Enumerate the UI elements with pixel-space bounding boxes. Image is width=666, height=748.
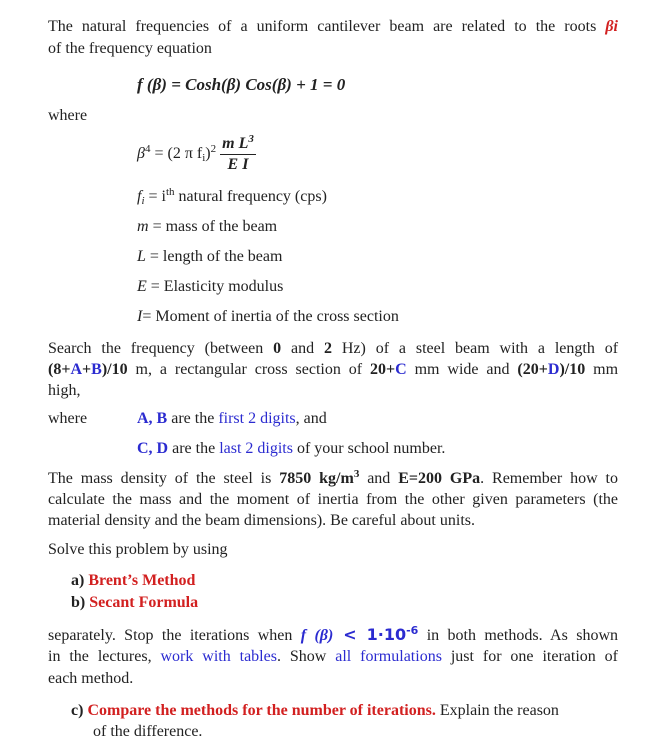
all-formulations-link: all formulations: [335, 648, 442, 665]
part-c-line-2: of the difference.: [93, 723, 203, 740]
search-line-1: Search the frequency (between 0 and 2 Hz) of a steel beam with a length of: [48, 340, 619, 357]
work-with-tables-link: work with tables: [160, 648, 277, 665]
last-digits-link: last 2 digits: [219, 440, 293, 457]
stop-line-2: in the lectures, work with tables. Show all formulations just for one iteration of: [48, 648, 618, 665]
first-digits-link: first 2 digits: [218, 410, 296, 427]
intro-line-1: The natural frequencies of a uniform cantilever beam are related to the roots βi: [48, 18, 618, 35]
method-brent: a) Brent’s Method: [71, 572, 196, 589]
digits-cd: C, D are the last 2 digits of your school number.: [137, 440, 446, 457]
digits-ab: A, B are the first 2 digits, and: [137, 410, 327, 427]
equation-rhs: = Cosh(β) Cos(β) + 1 = 0: [166, 75, 346, 94]
stop-line-3: each method.: [48, 670, 134, 687]
beta-equation: $\beta^4 = (2$ π $f_i)^2$ $\frac{m L^3}{\text{E I}}$: [137, 132, 254, 173]
f-beta: f (β): [137, 75, 167, 94]
definition-frequency: $f_i = i^{th}$ natural frequency (cps): [137, 186, 327, 207]
beta-i: βi: [605, 18, 618, 35]
definition-mass: m = mass of the beam: [137, 218, 278, 235]
stop-line-1: separately. Stop the iterations when f $(\beta) < 1\cdot 10^{-6}$ in both methods. As shown: [48, 624, 618, 644]
density-line-2: calculate the mass and the moment of inertia from the other given parameters (the: [48, 491, 618, 508]
where-label: where: [48, 107, 88, 124]
definition-elasticity: E = Elasticity modulus: [137, 278, 284, 295]
definition-length: L = length of the beam: [137, 248, 283, 265]
part-c-line-1: c) Compare the methods for the number of iterations. Explain the reason: [71, 702, 559, 719]
search-line-3: high,: [48, 382, 81, 399]
density-line-1: The mass density of the steel is 7850 $kg/m^3$ and E=200 GPa. Remember how to: [48, 468, 619, 487]
frequency-equation: [137, 75, 345, 95]
solve-line: Solve this problem by using: [48, 541, 228, 558]
definition-inertia: I= Moment of inertia of the cross section: [137, 308, 399, 325]
density-line-3: material density and the beam dimensions). Be careful about units.: [48, 512, 475, 529]
intro-line-2: of the frequency equation: [48, 40, 212, 57]
search-line-2: (8+A+B)/10 m, a rectangular cross section of 20+C mm wide and (20+D)/10 mm: [48, 361, 619, 378]
beam-fraction: $\frac{m L^3}{\text{E I}}$: [222, 132, 254, 173]
method-secant: b) Secant Formula: [71, 594, 199, 611]
where-label-2: where: [48, 410, 88, 427]
